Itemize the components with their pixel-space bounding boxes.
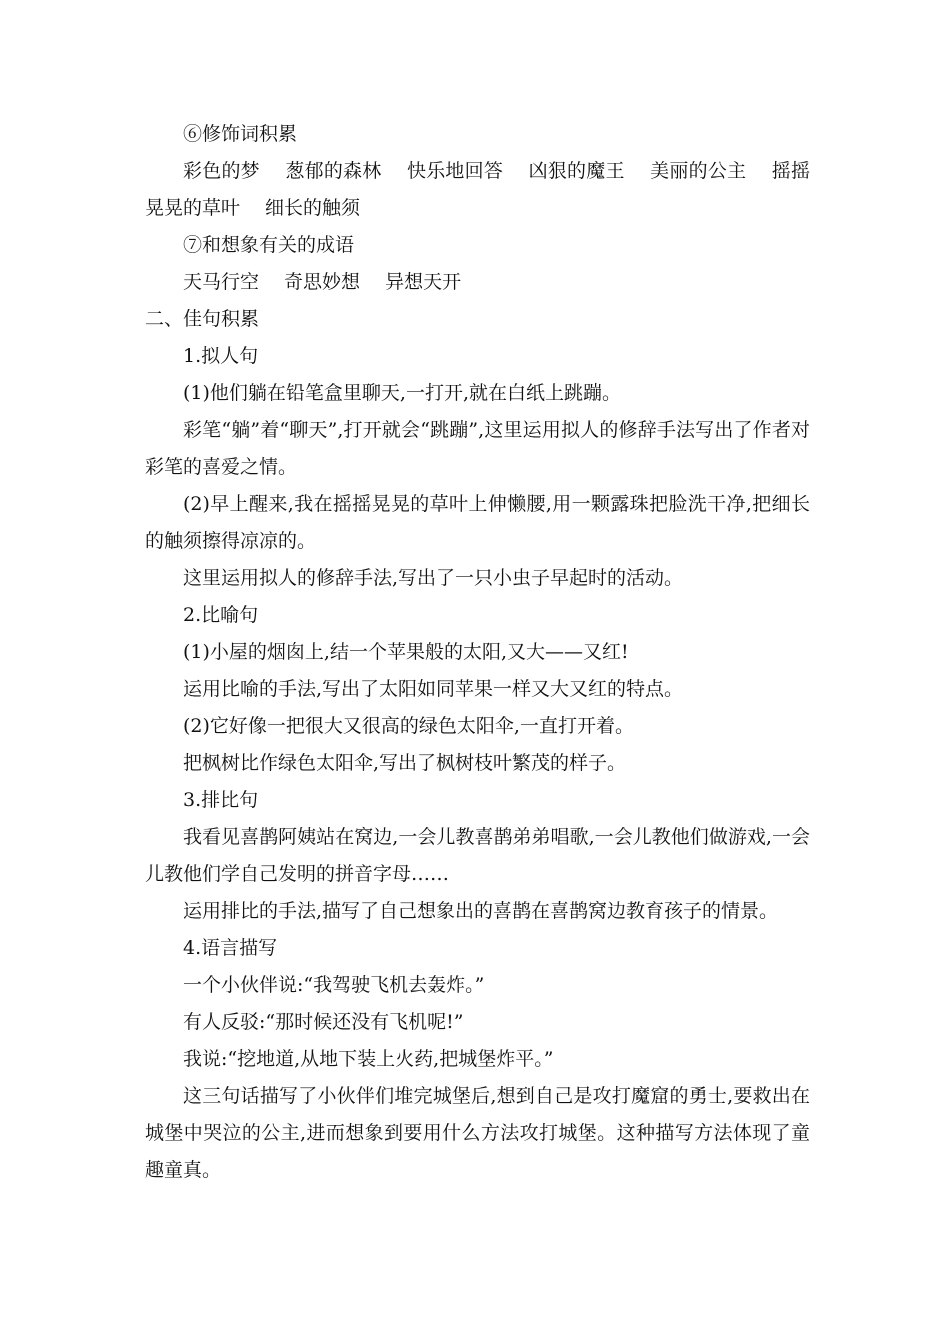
- example-sentence: (1)小屋的烟囱上,结一个苹果般的太阳,又大——又红!: [183, 641, 629, 663]
- dialogue-line: 有人反驳:“那时候还没有飞机呢!”: [183, 1011, 464, 1033]
- heading-parallelism: 3.排比句: [183, 789, 259, 811]
- modifier-words-list: 彩色的梦 葱郁的森林 快乐地回答 凶狠的魔王 美丽的公主 摇摇晃晃的草叶 细长的触须: [145, 160, 810, 219]
- example-analysis: 运用排比的手法,描写了自己想象出的喜鹊在喜鹊窝边教育孩子的情景。: [183, 900, 779, 922]
- heading-metaphor: 2.比喻句: [183, 604, 259, 626]
- example-sentence: (2)早上醒来,我在摇摇晃晃的草叶上伸懒腰,用一颗露珠把脸洗干净,把细长的触须擦得凉凉的。: [145, 493, 810, 552]
- idioms-list: 天马行空 奇思妙想 异想天开: [183, 271, 462, 293]
- example-analysis: 这里运用拟人的修辞手法,写出了一只小虫子早起时的活动。: [183, 567, 684, 589]
- heading-personification: 1.拟人句: [183, 345, 259, 367]
- example-sentence: (2)它好像一把很大又很高的绿色太阳伞,一直打开着。: [183, 715, 634, 737]
- section-title-sentences: 二、佳句积累: [145, 308, 260, 330]
- example-analysis: 把枫树比作绿色太阳伞,写出了枫树枝叶繁茂的样子。: [183, 752, 627, 774]
- example-sentence: (1)他们躺在铅笔盒里聊天,一打开,就在白纸上跳蹦。: [183, 382, 621, 404]
- heading-modifier-words: ⑥修饰词积累: [183, 123, 298, 145]
- example-analysis: 这三句话描写了小伙伴们堆完城堡后,想到自己是攻打魔窟的勇士,要救出在城堡中哭泣的公主,进而想象到要用什么方法攻打城堡。这种描写方法体现了童趣童真。: [145, 1085, 810, 1181]
- example-sentence: 我看见喜鹊阿姨站在窝边,一会儿教喜鹊弟弟唱歌,一会儿教他们做游戏,一会儿教他们学自己发明的拼音字母……: [145, 826, 810, 885]
- example-analysis: 运用比喻的手法,写出了太阳如同苹果一样又大又红的特点。: [183, 678, 684, 700]
- dialogue-line: 我说:“挖地道,从地下装上火药,把城堡炸平。”: [183, 1048, 554, 1070]
- heading-language-description: 4.语言描写: [183, 937, 278, 959]
- document-body: [145, 116, 810, 1189]
- dialogue-line: 一个小伙伴说:“我驾驶飞机去轰炸。”: [183, 974, 485, 996]
- heading-idioms: ⑦和想象有关的成语: [183, 234, 355, 256]
- example-analysis: 彩笔“躺”着“聊天”,打开就会“跳蹦”,这里运用拟人的修辞手法写出了作者对彩笔的喜爱之情。: [145, 419, 810, 478]
